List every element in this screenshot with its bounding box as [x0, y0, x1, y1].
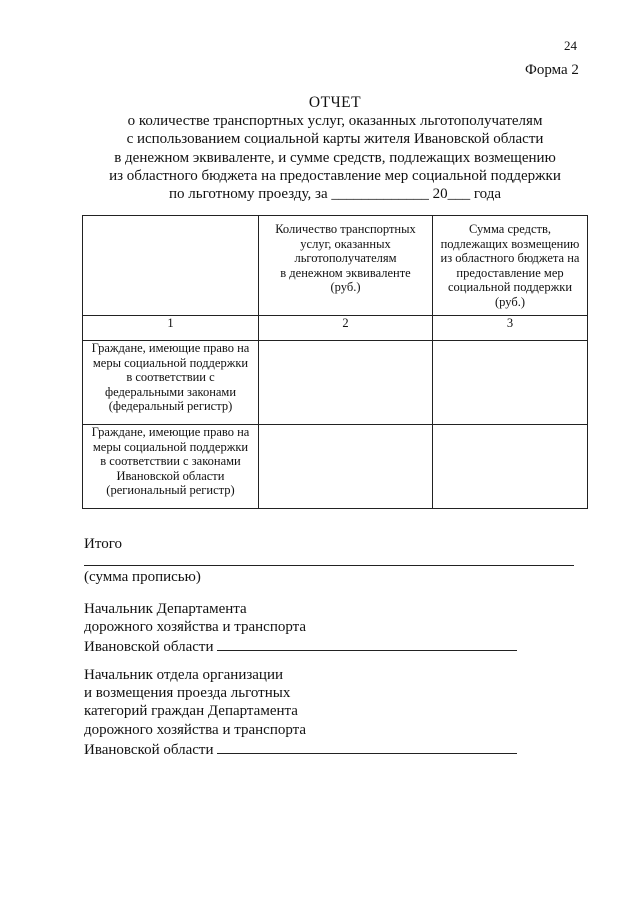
page-number: 24	[564, 38, 577, 53]
total-amount-line[interactable]	[84, 565, 574, 566]
signature-block-department	[84, 666, 517, 759]
signature-line[interactable]	[217, 636, 517, 651]
subtitle-line: по льготному проезду, за _____________ 20___ года	[168, 186, 502, 203]
form-label: Форма 2	[525, 62, 579, 78]
signature-last-line	[84, 739, 517, 759]
signature-text-line: дорожного хозяйства и транспорта	[84, 619, 307, 636]
signature-text-line: Начальник отдела организации	[84, 667, 284, 683]
subtitle-line: в денежном эквиваленте, и сумме средств, подлежащих возмещению	[114, 149, 556, 166]
table-header-row	[83, 216, 588, 316]
cell-amount[interactable]	[433, 425, 588, 509]
signature-text-line: категорий граждан Департамента	[84, 703, 298, 720]
report-table	[82, 215, 588, 509]
cell-quantity[interactable]	[259, 425, 433, 509]
signature-text-line: и возмещения проезда льготных	[84, 685, 291, 702]
subtitle-line: из областного бюджета на предоставление мер социальной поддержки	[109, 167, 561, 184]
cell-amount[interactable]	[433, 341, 588, 425]
report-title: ОТЧЕТ	[308, 94, 362, 111]
column-number: 1	[83, 316, 259, 341]
column-number-row	[83, 316, 588, 341]
row-label: Граждане, имеющие право на меры социальной поддержки в соответствии с законами Ивановской области (региональный регистр)	[83, 425, 259, 509]
subtitle-line: с использованием социальной карты жителя Ивановской области	[126, 131, 544, 148]
subtitle-line: о количестве транспортных услуг, оказанных льготополучателям	[127, 113, 543, 129]
header-cell-empty	[83, 216, 259, 316]
signature-block-head	[84, 600, 517, 657]
total-label: Итого	[84, 536, 122, 552]
signature-last-line	[84, 636, 517, 656]
signature-text-line: дорожного хозяйства и транспорта	[84, 721, 307, 738]
signature-text: Ивановской области	[84, 639, 214, 656]
cell-quantity[interactable]	[259, 341, 433, 425]
header-cell-amount: Сумма средств, подлежащих возмещению из областного бюджета на предоставление мер социальной поддержки (руб.)	[433, 216, 588, 316]
table-row	[83, 341, 588, 425]
total-caption: (сумма прописью)	[84, 569, 201, 585]
header-cell-quantity: Количество транспортных услуг, оказанных льготополучателям в денежном эквиваленте (руб.)	[259, 216, 433, 316]
column-number: 2	[259, 316, 433, 341]
column-number: 3	[433, 316, 588, 341]
signature-text-line: Начальник Департамента	[84, 601, 247, 617]
signature-text: Ивановской области	[84, 741, 214, 758]
table-row	[83, 425, 588, 509]
row-label: Граждане, имеющие право на меры социальной поддержки в соответствии с федеральными законами (федеральный регистр)	[83, 341, 259, 425]
report-heading	[80, 94, 590, 203]
signature-line[interactable]	[217, 739, 517, 754]
